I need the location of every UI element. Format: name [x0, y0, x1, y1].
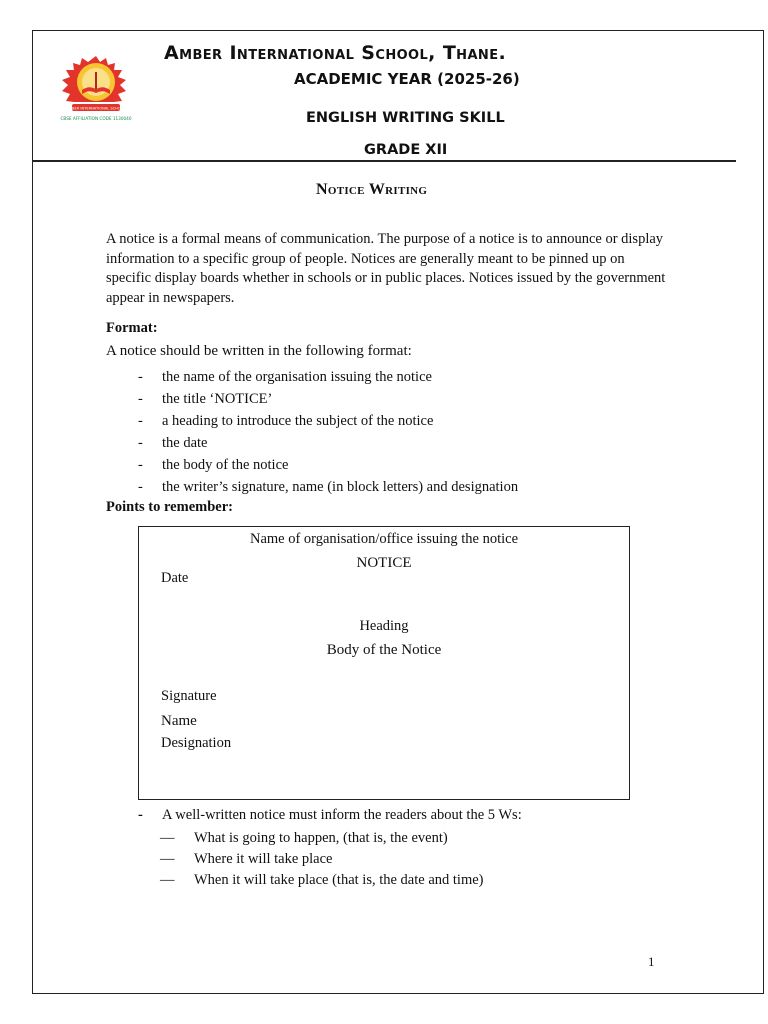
five-ws-intro-text: A well-written notice must inform the readers about the 5 Ws: [162, 807, 522, 823]
list-item-text: the title ‘NOTICE’ [162, 391, 273, 407]
list-item-text: a heading to introduce the subject of the notice [162, 413, 434, 429]
format-designation: Designation [161, 735, 232, 751]
list-item-text: the name of the organisation issuing the notice [162, 369, 432, 385]
list-item-text: Where it will take place [194, 851, 333, 867]
list-item: - a heading to introduce the subject of the notice [138, 413, 434, 429]
list-item-text: What is going to happen, (that is, the event) [194, 830, 448, 846]
list-item: — Where it will take place [160, 851, 333, 867]
list-item-text: When it will take place (that is, the date and time) [194, 872, 484, 888]
format-intro: A notice should be written in the following format: [106, 343, 412, 359]
list-item: — What is going to happen, (that is, the event) [160, 830, 448, 846]
logo-text-bottom: CBSE AFFILIATION CODE 1130040 [60, 116, 132, 121]
format-body: Body of the Notice [326, 642, 442, 658]
list-item-text: the date [162, 435, 208, 451]
notice-format-box [138, 526, 630, 800]
list-item: - the date [138, 435, 208, 451]
header-divider [32, 160, 736, 162]
academic-year: ACADEMIC YEAR (2025-26) [294, 70, 520, 88]
list-item: - the title ‘NOTICE’ [138, 391, 273, 407]
format-list [106, 366, 518, 498]
format-heading-label: Heading [359, 618, 409, 634]
grade-label: GRADE XII [364, 142, 448, 158]
list-item-text: the writer’s signature, name (in block letters) and designation [162, 479, 519, 495]
five-ws-list [160, 828, 484, 891]
format-date: Date [161, 570, 189, 586]
subject-title: ENGLISH WRITING SKILL [306, 110, 505, 126]
format-org: Name of organisation/office issuing the notice [249, 531, 519, 547]
list-item: - the name of the organisation issuing the notice [138, 369, 432, 385]
document-title: Notice Writing [316, 181, 428, 198]
list-item: — When it will take place (that is, the date and time) [160, 872, 484, 888]
list-item: - the body of the notice [138, 457, 289, 473]
page-number: 1 [648, 954, 655, 969]
logo-text-top: AMBER INTERNATIONAL SCHOOL [66, 106, 126, 111]
format-name: Name [161, 713, 197, 729]
list-item-text: the body of the notice [162, 457, 289, 473]
school-logo [52, 52, 140, 130]
format-heading: Format: [106, 320, 158, 336]
list-item: - the writer’s signature, name (in block letters) and designation [138, 479, 519, 495]
intro-paragraph: A notice is a formal means of communication. The purpose of a notice is to announce or display information to a specific group of people. Notices are generally meant to be pinned up on specific display boards whether in schools or in public places. Notices issued by the government appear in newspapers. [106, 231, 666, 306]
school-name: Amber International School, Thane. [164, 42, 507, 64]
format-notice-title: NOTICE [356, 555, 412, 571]
points-heading: Points to remember: [106, 499, 233, 515]
format-signature: Signature [161, 688, 217, 704]
